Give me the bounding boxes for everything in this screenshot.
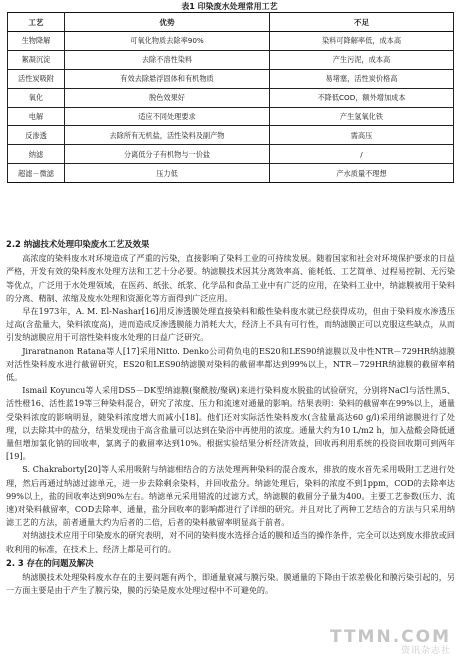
cell-disadvantage: / [270, 145, 454, 164]
table-row [8, 69, 454, 88]
process-table [7, 12, 454, 183]
cell-disadvantage: 染料可降解率低，成本高 [270, 32, 454, 51]
cell-advantage: 脱色效果好 [65, 88, 270, 107]
cell-disadvantage: 易堵塞，活性炭价格高 [270, 69, 454, 88]
table-row [8, 88, 454, 107]
section-heading-2-3: 2. 3 存在的问题及解决 [6, 557, 94, 568]
table-caption: 表1 印染废水处理常用工艺 [181, 2, 278, 11]
paragraph: 高浓度的染料废水对环境造成了严重的污染，直接影响了染料工业的可持续发展。随着国家和社会对环境保护要求的日益严格，开发有效的染料废水处理方法和工艺十分必要。纳滤膜技术因其分离效率高、能耗低、工艺简单、过程易控制、无污染等优点，广泛用于水处理领域，在医药、纸张、纸浆、化学品和食品工业中有广泛的应用，在染料工业中，纳滤膜被用于染料的分离、精制、浓缩及废水处理和资源化等方面得到广泛应用。 [6, 253, 455, 303]
watermark [330, 628, 451, 657]
paragraph: Jiraratnanon Ratana等人[17]采用Nitto. Denko公司荷负电的ES20和LES90纳滤膜以及中性NTR－729HR纳滤膜对活性染料废水进行截留研究，ES20和LES90纳滤膜对染料的截留率都达到99%以上，NTR－729HR纳滤膜的截留率稍低。 [6, 345, 455, 383]
cell-process: 电解 [8, 107, 65, 126]
cell-advantage: 去除不溶性染料 [65, 50, 270, 69]
paragraph: 早在1973年，A. M. El-Nashar[16]用反渗透膜处理直接染料和酸性染料废水就已经获得成功，但由于染料废水渗透压过高(含盐量大，染料浓度高)，进而造成反渗透膜能力消耗大大，经济上不具有可行性，而纳滤膜正可以克服这些缺点，从而引发纳滤膜应用于可溶性染料废水处理的日益广泛研究。 [6, 306, 455, 343]
cell-advantage: 可氧化物质去除率90% [65, 32, 270, 51]
cell-disadvantage: 需高压 [270, 126, 454, 145]
cell-disadvantage: 产生氢氧化铁 [270, 107, 454, 126]
paragraph: 纳滤膜技术处理染料废水存在的主要问题有两个，即通量衰减与膜污染。膜通量的下降由于浓差极化和膜污染引起的，另一方面主要是由于产生了膜污染，膜的污染是废水处理过程中不可避免的。 [6, 572, 455, 596]
cell-disadvantage: 不降低COD，额外增加成本 [270, 88, 454, 107]
paragraph: Ismail Koyuncu等人采用DS5－DK型纳滤膜(聚酰胺/聚砜)来进行染料废水脱盐的试验研究，分别将NaCl与活性黑5、活性橙16、活性蓝19等三种染料混合，研究了浓度、压力和流速对通量的影响。结果表明：染料的截留率在99%以上，通量受染料浓度的影响明显，随染料浓度增大而减小[18]。他们还对实际活性染料废水(含盐量高达60 g/l)采用纳滤膜进行了处理，以去除其中的盐分，结果发现由于高含盐量可以达到在染浴中再使用的浓度。通量大约为10 L/m2 h，加入盐酸会降低通量但增加氯化钠的回收率，氯离子的截留率达到10%。根据实验结果分析经济效益，回收再利用系统的投资回收期可到两年[19]。 [6, 385, 455, 462]
section-heading-2-2: 2.2 纳滤技术处理印染废水工艺及效果 [6, 239, 150, 249]
header-disadvantage: 不足 [270, 13, 454, 32]
cell-advantage: 有效去除悬浮固体和有机物质 [65, 69, 270, 88]
header-advantage: 优势 [65, 13, 270, 32]
article-body [6, 238, 455, 597]
table-row [8, 107, 454, 126]
cell-disadvantage: 产生污泥，成本高 [270, 50, 454, 69]
table-row [8, 126, 454, 145]
table-row [8, 164, 454, 183]
cell-process: 氧化 [8, 88, 65, 107]
header-process: 工艺 [8, 13, 65, 32]
cell-process: 絮凝沉淀 [8, 50, 65, 69]
cell-disadvantage: 产水质量不理想 [270, 164, 454, 183]
table-row [8, 145, 454, 164]
cell-advantage: 压力低 [65, 164, 270, 183]
watermark-publisher: 资讯杂志社 [400, 646, 451, 656]
cell-process: 超滤－微滤 [8, 164, 65, 183]
cell-process: 生物降解 [8, 32, 65, 51]
cell-advantage: 去除所有无机盐，活性染料及副产物 [65, 126, 270, 145]
paragraph: 对纳滤技术应用于印染废水的研究表明，对不同的染料废水选择合适的膜和适当的操作条件，完全可以达到废水排放或回收利用的标准，在技术上、经济上都是可行的。 [6, 530, 455, 554]
cell-advantage: 适应不同处理要求 [65, 107, 270, 126]
watermark-site: TTMN.COM [329, 627, 451, 647]
cell-process: 活性炭吸附 [8, 69, 65, 88]
cell-process: 反渗透 [8, 126, 65, 145]
cell-process: 纳滤 [8, 145, 65, 164]
table-header-row [8, 13, 454, 32]
table-row [8, 50, 454, 69]
table-row [8, 32, 454, 51]
cell-advantage: 分离低分子有机物与一价盐 [65, 145, 270, 164]
paragraph: S. Chakraborty[20]等人采用吸附与纳滤相结合的方法处理两种染料的混合废水，排放的废水首先采用吸附工艺进行处理，然后再通过纳滤过滤单元，进一步去除剩余染料，并回收盐分。纳滤处理后，染料的浓度不到1ppm，COD的去除率达99%以上，盐的回收率达到90%左右。纳滤单元采用错流的过滤方式，纳滤膜的截留分子量为400。主要工艺参数(压力、流速)对染料截留率，COD去除率、通量，盐分回收率的影响都进行了详细的研究。并且对比了两种工艺结合的方法与只采用纳滤工艺的方法，前者通量大约为后者的二倍，后者的染料截留率明显高于前者。 [6, 464, 455, 528]
